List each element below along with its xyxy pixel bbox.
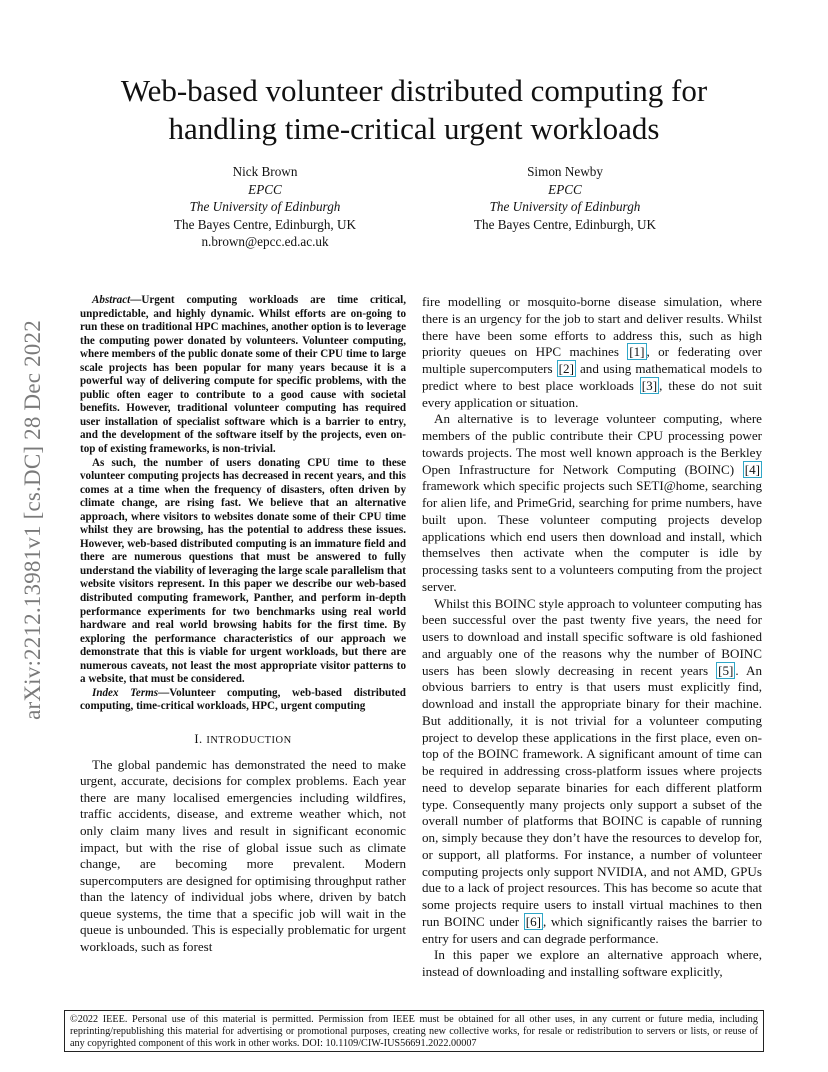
text-run: fire modelling or mosquito-borne disease simulation, where there is an urgency for the job to start and deliver results. Whilst there have been some efforts to address this, such as high priority queues on HPC machines [422, 294, 762, 360]
arxiv-stamp-text: arXiv:2212.13981v1 [cs.DC] 28 Dec 2022 [20, 320, 45, 720]
citation-link[interactable]: [3] [641, 377, 658, 393]
intro-paragraph-1: The global pandemic has demonstrated the need to make urgent, accurate, decisions for complex problems. Each year there are many localised emergencies including wildfires, traffic accidents, disease, and extreme weather which, not only claim many lives and result in significant economic impact, but with the rise of global issue such as climate change, are becoming more prevalent. Modern supercomputers are designed for optimising throughput rather than the latency of individual jobs where, driven by batch queue systems, the time that a specific job will wait in the queue is unbounded. This is especially problematic for urgent workloads, such as forest [80, 756, 406, 955]
author-name: Simon Newby [527, 164, 603, 179]
author-email: n.brown@epcc.ed.ac.uk [201, 234, 329, 249]
author-address: The Bayes Centre, Edinburgh, UK [173, 216, 357, 232]
index-terms-label: Index Terms [92, 686, 159, 699]
abstract-paragraph-1 [80, 294, 406, 457]
text-run: , or federating over multiple supercomputers [422, 344, 763, 376]
text-run: Whilst this BOINC style approach to volunteer computing has been successful over the past twenty five years, the need for users to download and install specific software is old fashioned and arguably one of the reasons why the number of BOINC users has been slowly decreasing in recent years [422, 595, 762, 678]
author-block-2 [430, 163, 700, 233]
text-run: and using mathematical models to predict where to best place workloads [422, 361, 763, 393]
abstract-text-1: —Urgent computing workloads are time critical, unpredictable, and highly dynamic. Whilst efforts are on-going to run these on traditional HPC machines, another option is to leverage the computing power donated by volunteers. Volunteer computing, where members of the public donate some of their CPU time to large scale projects has been popular for many years because it is a powerful way of delivering compute for specific problems, with the public often eager to contribute to a good cause with societal benefits. However, traditional volunteer computing has required user installation of specialist software which is a barrier to entry, and the development of the software itself by the projects, even on-top of existing frameworks, is non-trivial. [80, 294, 406, 456]
title-line-2: handling time-critical urgent workloads [168, 111, 660, 146]
author-address: The Bayes Centre, Edinburgh, UK [473, 216, 657, 232]
abstract-label: Abstract [92, 294, 131, 306]
author-block-1 [130, 163, 400, 251]
author-org: EPCC [548, 181, 582, 197]
citation-link[interactable]: [1] [629, 344, 645, 360]
index-terms-text: —Volunteer computing, web-based distributed computing, time-critical workloads, HPC, urgent computing [80, 686, 406, 713]
text-run: . An obvious barriers to entry is that users must explicitly find, download and install the appropriate binary for their machine. But additionally, it is not trivial for a volunteer computing project to develop these applications in the first place, even on-top of the BOINC framework. A significant amount of time can be required in addressing cross-platform issues where projects need to develop separate binaries for each different platform type. Consequently many projects only support a subset of the overall number of platforms that BOINC is capable of running on, simply because they don’t have the resources to develop for, or support, all platforms. For instance, a number of volunteer computing projects only support NVIDIA, and not AMD, GPUs due to a lack of project resources. This has become so acute that some projects require users to install virtual machines to then run BOINC under [422, 662, 763, 929]
citation-link[interactable]: [4] [744, 461, 760, 477]
index-terms [80, 687, 406, 714]
abstract-paragraph-2: As such, the number of users donating CPU time to these volunteer computing projects has decreased in recent years, and this comes at a time when the frequency of disasters, often driven by climate change, are rising fast. We believe that an alternative approach, where visitors to websites donate some of their CPU time whilst they are browsing, has the potential to address these issues. However, web-based distributed computing is an immature field and there are numerous questions that must be answered to fully understand the viability of leveraging the large scale parallelism that website visitors represent. In this paper we describe our web-based distributed computing framework, Panther, and perform in-depth performance experiments for two benchmarks using real world hardware and real world browsing habits for the first time. By exploring the performance characteristics of our approach we demonstrate that this is viable for urgent workloads, but there are numerous caveats, not least the most appropriate visitor patterns to a website, that must be considered. [80, 456, 406, 686]
body-paragraph-2 [422, 411, 762, 595]
text-run: , these do not suit every application or situation. [422, 377, 762, 410]
citation-link[interactable]: [2] [558, 361, 574, 376]
section-number: I. [194, 731, 207, 746]
author-institution: The University of Edinburgh [489, 199, 641, 214]
copyright-notice: ©2022 IEEE. Personal use of this material is permitted. Permission from IEEE must be obtained for all other uses, in any current or future media, including reprinting/republishing this material for advertising or promotional purposes, creating new collective works, for resale or redistribution to servers or lists, or reuse of any copyrighted component of this work in other works. DOI: 10.1109/CIW-IUS56691.2022.00007 [64, 1010, 764, 1052]
text-run: An alternative is to leverage volunteer computing, where members of the public contribute their CPU processing power towards projects. The most well known approach is the Berkley Open Infrastructure for Network Computing (BOINC) [422, 411, 762, 477]
arxiv-stamp [18, 285, 48, 755]
section-heading [80, 731, 406, 750]
body-paragraph-1 [422, 294, 762, 411]
paper-title [60, 72, 768, 148]
author-org: EPCC [248, 181, 282, 197]
citation-link[interactable]: [6] [525, 913, 541, 929]
text-run: framework which specific projects such SETI@home, searching for alien life, and PrimeGrid, searching for prime numbers, have built upon. These volunteer computing projects develop applications which end users then download and install, which themselves then activate when the computer is idle by processing tasks sent to a volunteers computing from the project server. [422, 478, 762, 594]
right-column [422, 294, 762, 981]
body-paragraph-3 [422, 596, 762, 948]
text-run: , which significantly raises the barrier to entry for users and can degrade performance. [422, 913, 762, 946]
left-column [80, 294, 406, 956]
author-name: Nick Brown [232, 164, 298, 179]
section-title: INTRODUCTION [206, 734, 292, 746]
citation-link[interactable]: [5] [718, 662, 734, 678]
author-institution: The University of Edinburgh [189, 199, 341, 214]
title-line-1: Web-based volunteer distributed computing for [120, 73, 708, 108]
body-paragraph-4: In this paper we explore an alternative approach where, instead of downloading and installing software explicitly, [422, 947, 762, 979]
